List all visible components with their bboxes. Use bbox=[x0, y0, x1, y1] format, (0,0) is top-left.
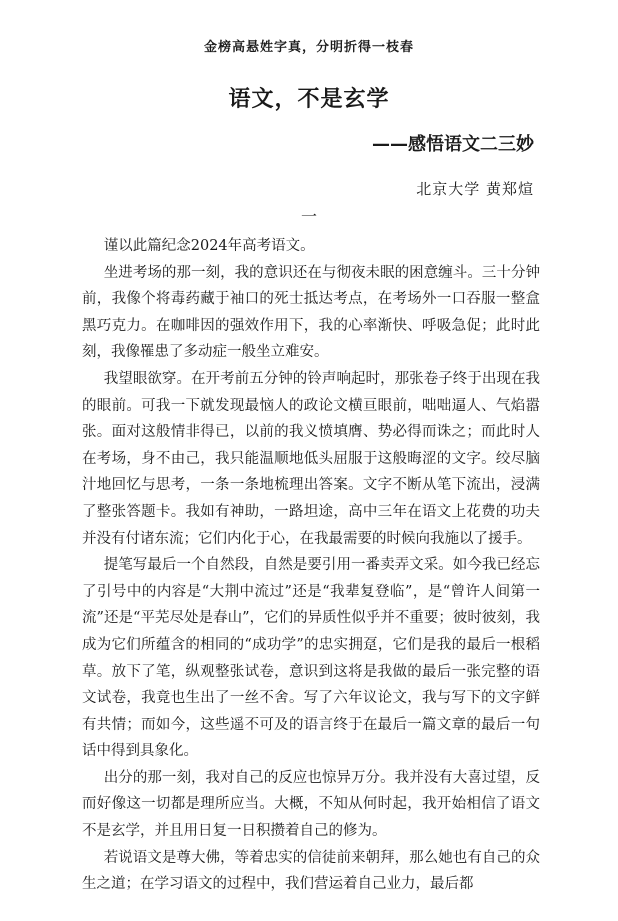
article-title: 语文，不是玄学 bbox=[228, 87, 390, 112]
article-body bbox=[82, 233, 540, 898]
paragraph-1: 坐进考场的那一刻，我的意识还在与彻夜未眠的困意缠斗。三十分钟前，我像个将毒药藏于袖口的死士抵达考点，在考场外一口吞服一整盒黑巧克力。在咖啡因的强效作用下，我的心率渐快、呼吸急促；此时此刻，我像罹患了多动症一般坐立难安。 bbox=[82, 264, 540, 361]
author-line: 北京大学 黄郑煊 bbox=[416, 180, 534, 198]
paragraph-4: 出分的那一刻，我对自己的反应也惊异万分。我并没有大喜过望，反而好像这一切都是理所应当。大概，不知从何时起，我开始相信了语文不是玄学，并且用日复一日积攒着自己的修为。 bbox=[82, 769, 540, 840]
paragraph-2: 我望眼欲穿。在开考前五分钟的铃声响起时，那张卷子终于出现在我的眼前。可我一下就发现最恼人的政论文横亘眼前，咄咄逼人、气焰嚣张。面对这般情非得已，以前的我义愤填膺、势必得而诛之；而此时人在考场，身不由己，我只能温顺地低头屈服于这般晦涩的文字。绞尽脑汁地回忆与思考，一条一条地梳理出答案。文字不断从笔下流出，浸满了整张答题卡。我如有神助，一路坦途，高中三年在语文上花费的功夫并没有付诸东流；它们内化于心，在我最需要的时候向我施以了援手。 bbox=[82, 370, 540, 547]
section-number: 一 bbox=[300, 207, 317, 226]
paragraph-5: 若说语文是尊大佛，等着忠实的信徒前来朝拜，那么她也有自己的众生之道；在学习语文的过程中，我们营运着自己业力，最后都 bbox=[82, 849, 540, 893]
paragraph-3: 提笔写最后一个自然段，自然是要引用一番卖弄文采。如今我已经忘了引号中的内容是“大荆中流过”还是“我辈复登临”，是“曾许人间第一流”还是“平芜尽处是春山”，它们的异质性似乎并不重要；彼时彼刻，我成为它们所蕴含的相同的“成功学”的忠实拥趸，它们是我的最后一根稻草。放下了笔，纵观整张试卷，意识到这将是我做的最后一张完整的语文试卷，我竟也生出了一丝不舍。写了六年议论文，我与写下的文字鲜有共情；而如今，这些遥不可及的语言终于在最后一篇文章的最后一句话中得到具象化。 bbox=[82, 557, 540, 760]
running-header: 金榜高悬姓字真，分明折得一枝春 bbox=[203, 40, 414, 55]
article-subtitle: ——感悟语文二三妙 bbox=[372, 134, 534, 155]
paragraph-dedication: 谨以此篇纪念2024年高考语文。 bbox=[103, 238, 315, 254]
